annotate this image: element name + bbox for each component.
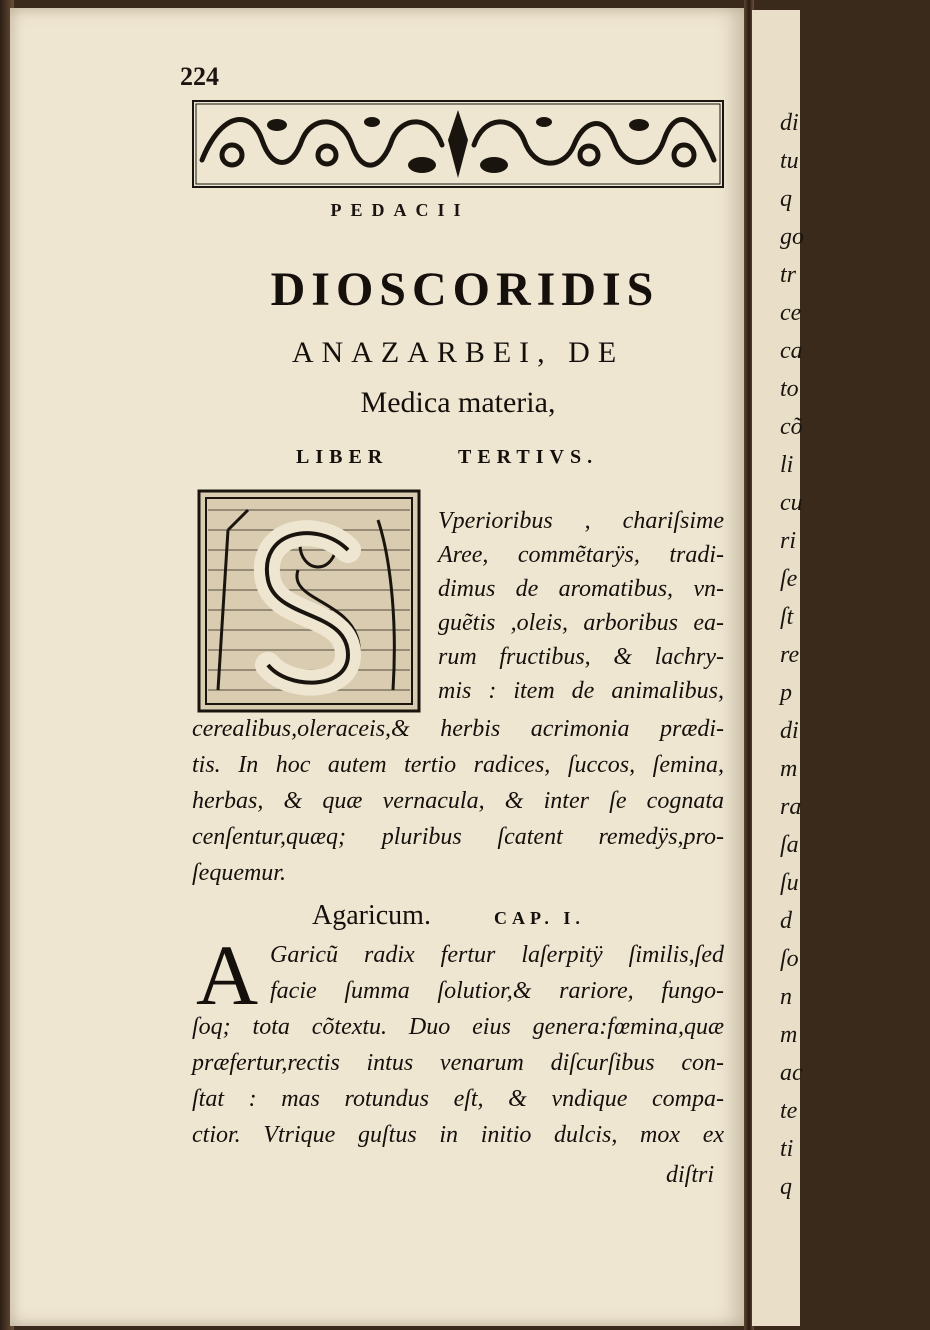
facing-page-fragment: m: [780, 756, 798, 782]
chapter-line-6: ctior. Vtrique guſtus in initio dulcis, mox ex: [192, 1122, 724, 1148]
facing-page-fragment: di: [780, 718, 799, 744]
heading-pedacii: PEDACII: [330, 200, 470, 220]
facing-page-fragment: q: [780, 1174, 792, 1200]
facing-page-fragment: re: [780, 642, 800, 668]
facing-page-fragment: ti: [780, 1136, 794, 1162]
heading-liber: LIBER: [296, 446, 389, 468]
catchword: diſtri: [666, 1162, 715, 1188]
facing-page-fragment: li: [780, 452, 794, 478]
intro-line-8: tis. In hoc autem tertio radices, ſuccos, ſemina,: [192, 752, 724, 778]
facing-page-fragment: cu: [780, 490, 803, 516]
facing-page-fragment: ac: [780, 1060, 803, 1086]
intro-line-3: dimus de aromatibus, vn-: [438, 576, 724, 602]
chapter-title: Agaricum.: [312, 900, 431, 931]
facing-page-fragment: ra: [780, 794, 802, 820]
intro-line-6: mis : item de animalibus,: [438, 678, 724, 704]
facing-page-fragment: p: [780, 680, 792, 706]
facing-page-fragment: cõ: [780, 414, 803, 440]
facing-page-fragment: di: [780, 110, 799, 136]
heading-tertius: TERTIVS.: [458, 446, 599, 468]
intro-line-2: Aree, commẽtarÿs, tradi-: [438, 542, 724, 568]
facing-page-fragment: ce: [780, 300, 802, 326]
chapter-line-5: ſtat : mas rotundus eſt, & vndique compa-: [192, 1086, 724, 1112]
facing-page-fragment: ſu: [780, 870, 799, 896]
heading-medica-materia: Medica materia,: [360, 386, 556, 419]
heading-anazarbei: ANAZARBEI, DE: [291, 336, 625, 369]
facing-page-fragment: ri: [780, 528, 797, 554]
chapter-line-1: Garicũ radix fertur laſerpitÿ ſimilis,ſed: [270, 942, 724, 968]
intro-line-10: cenſentur,quæq; pluribus ſcatent remedÿs,pro-: [192, 824, 724, 850]
chapter-line-3: ſoq; tota cõtextu. Duo eius genera:fœmina,quæ: [192, 1014, 724, 1040]
woodcut-initial-s: [198, 490, 420, 712]
facing-page-fragment: to: [780, 376, 799, 402]
chapter-line-4: præfertur,rectis intus venarum diſcurſibus con-: [192, 1050, 724, 1076]
facing-page-fragment: n: [780, 984, 792, 1010]
intro-line-5: rum fructibus, & lachry-: [438, 644, 724, 670]
facing-page-fragment: q: [780, 186, 792, 212]
chapter-number: CAP. I.: [494, 908, 585, 928]
facing-page-fragment: tr: [780, 262, 797, 288]
facing-page-fragment: m: [780, 1022, 798, 1048]
intro-line-9: herbas, & quæ vernacula, & inter ſe cognata: [192, 788, 724, 814]
chapter-line-2: facie ſumma ſolutior,& rariore, fungo-: [270, 978, 724, 1004]
facing-page-fragment: ſt: [780, 604, 794, 630]
facing-page-fragment: ſa: [780, 832, 799, 858]
facing-page-fragment: tu: [780, 148, 799, 174]
chapter-initial-a: A: [196, 927, 259, 1023]
facing-page-fragment: go: [780, 224, 804, 250]
intro-line-1: Vperioribus , chariſsime: [438, 508, 724, 534]
facing-page-fragment: te: [780, 1098, 798, 1124]
ornamental-headpiece: [192, 100, 724, 188]
facing-page-fragment: ſe: [780, 566, 798, 592]
intro-line-7: cerealibus,oleraceis,& herbis acrimonia prædi-: [192, 716, 724, 742]
facing-page-fragment: d: [780, 908, 792, 934]
page-number: 224: [180, 62, 219, 91]
intro-line-11: ſequemur.: [192, 860, 286, 886]
intro-line-4: guẽtis ,oleis, arboribus ea-: [438, 610, 724, 636]
heading-dioscoridis: DIOSCORIDIS: [270, 263, 660, 316]
facing-page-fragment: ca: [780, 338, 803, 364]
facing-page-fragment: ſo: [780, 946, 799, 972]
